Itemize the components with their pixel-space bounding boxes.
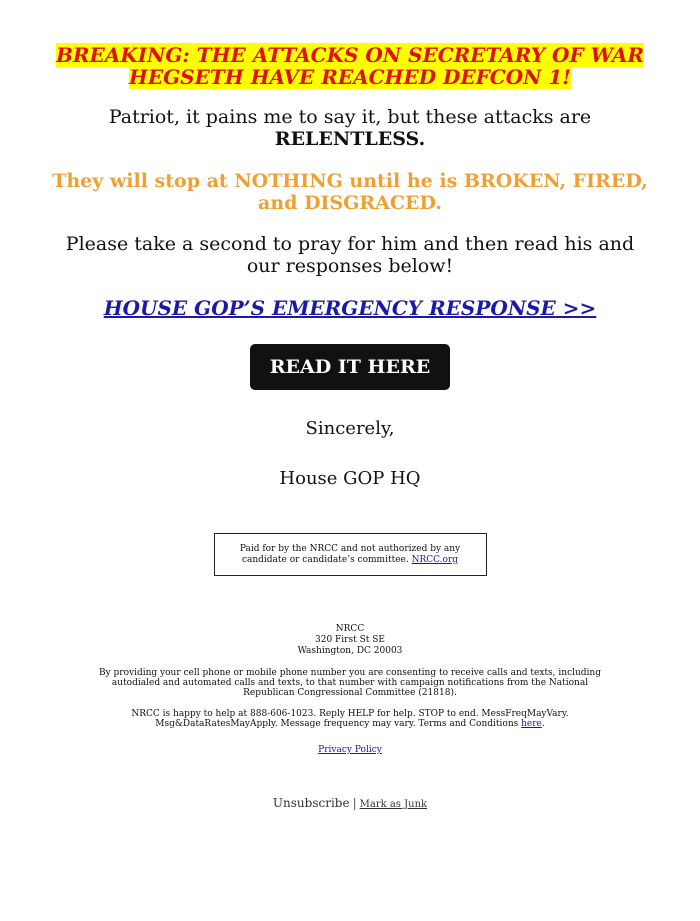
paid-for-disclaimer-box <box>214 533 487 576</box>
help-text: NRCC is happy to help at 888-606-1023. Reply HELP for help. STOP to end. MessFreqMayVary. Msg&DataRatesMayApply. Message frequency may vary. Terms and Conditions <box>131 709 569 729</box>
mark-as-junk-link[interactable]: Mark as Junk <box>359 799 428 810</box>
help-text-block <box>95 709 605 729</box>
footer-separator: | <box>352 796 357 810</box>
prayer-paragraph: Please take a second to pray for him and then read his and our responses below! <box>65 233 635 277</box>
nrcc-site-link[interactable]: NRCC.org <box>411 555 459 565</box>
headline-text: BREAKING: THE ATTACKS ON SECRETARY OF WAR HEGSETH HAVE REACHED DEFCON 1! <box>56 43 644 89</box>
address-city: Washington, DC 20003 <box>297 646 403 656</box>
terms-link[interactable]: here <box>521 719 542 729</box>
privacy-row <box>0 745 700 756</box>
warning-paragraph: They will stop at NOTHING until he is BROKEN, FIRED, and DISGRACED. <box>52 170 648 214</box>
address-street: 320 First St SE <box>315 635 385 645</box>
signature: House GOP HQ <box>279 468 421 489</box>
closing: Sincerely, <box>305 418 395 439</box>
disclaimer-text: Paid for by the NRCC and not authorized by any candidate or candidate’s committee. <box>239 544 461 565</box>
intro-emphasis: RELENTLESS. <box>274 128 426 150</box>
read-it-here-button[interactable]: READ IT HERE <box>250 344 450 390</box>
help-end: . <box>541 719 545 729</box>
emergency-response-link[interactable]: HOUSE GOP’S EMERGENCY RESPONSE >> <box>103 296 597 320</box>
privacy-policy-link[interactable]: Privacy Policy <box>318 745 382 755</box>
unsubscribe-link[interactable]: Unsubscribe <box>272 796 350 810</box>
mailing-address <box>0 624 700 657</box>
intro-paragraph <box>50 106 650 150</box>
intro-text: Patriot, it pains me to say it, but these attacks are <box>108 106 592 128</box>
headline <box>50 44 650 88</box>
consent-text: By providing your cell phone or mobile phone number you are consenting to receive calls and texts, including autodialed and automated calls and texts, to that number with campaign notifications from the National Republican Congressional Committee (21818). <box>98 668 601 698</box>
address-org: NRCC <box>335 624 365 634</box>
footer-links <box>0 796 700 812</box>
email-body <box>0 44 700 812</box>
